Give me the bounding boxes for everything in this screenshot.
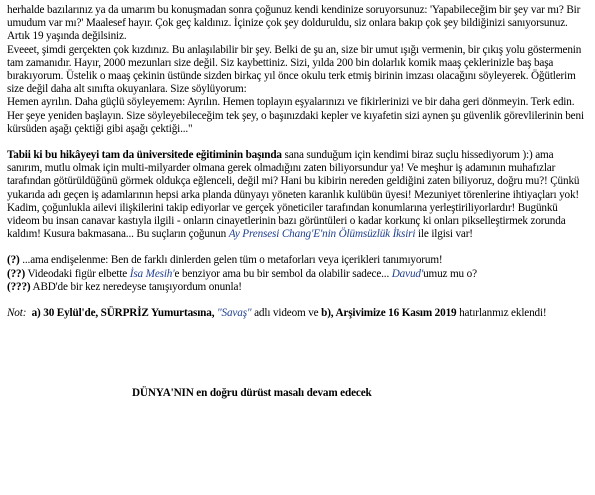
final-note-video-link[interactable]: "Savaş"	[217, 307, 252, 320]
paragraph-1: herhalde bazılarınız ya da umarım bu konuşmadan sonra çoğunuz kendi kendinize soruyorsunuz: 'Yapabileceğim bir şey var mı? Bir umudum var mı?' Maalesef hayır. Çok geç kaldınız. İçinize çok şey dolduruldu, siz onlara bakıp çok şey bildiğinizi sanıyorsunuz. Artık 19 yaşında değilsiniz.	[7, 4, 581, 43]
footer-line: DÜNYA'NIN en doğru dürüst masalı devam edecek	[132, 387, 372, 399]
final-note-bold-a: a) 30 Eylül'de, SÜRPRİZ Yumurtasına,	[31, 307, 217, 320]
document-body	[7, 4, 590, 320]
paragraph-4-text-a: sana sunduğum için kendimi biraz suçlu hissediyorum ):) ama sanırım, mutlu olmak için multi-milyarder olmana gerek olmadığını zaten biliyorsundur ya! Ve meşhur iş adamının muhafızlar tarafından götürüldüğünü görmek oldukça eğlenceli, değil mi? Hani bu kibirin nereden geldiğini zaten biliyoruz, doğru mu?! Çünkü yukarıda adı geçen iş adamlarının hepsi arka planda dünyayı yöneten karanlık kulübün üyesi! Mezuniyet törenlerine ihtiyaçları yok! Kadim, çoğunlukla ailevi ilişkilerini takip ediyorlar ve gerçek yöneticiler tarafından konumlarına yerleştiriliyorlardır! Bugünkü videom bu insan canavar kastıyla ilgili - onların cinayetlerinin bazı görüntüleri o kadar korkunç ki onları pikselleştirmek zorunda kaldım! Kusura bakmasana... Bu suçların çoğunun	[7, 149, 580, 241]
note-2	[7, 268, 590, 281]
note-3-mark: (???)	[7, 280, 31, 293]
final-note-end: hatırlanmız eklendi!	[456, 307, 547, 320]
note-2-italic-2[interactable]: Davud'	[391, 267, 424, 280]
final-note-label: Not:	[7, 307, 27, 320]
paragraph-4	[7, 149, 590, 241]
paragraph-4-text-b: ile ilgisi var!	[415, 228, 473, 241]
final-note-bold-b: b), Arşivimize 16 Kasım 2019	[321, 307, 457, 320]
note-1-text: ...ama endişelenme: Ben de farklı dinlerden gelen tüm o metaforları veya içerikleri tanımıyorum!	[19, 254, 443, 267]
note-3-text: ABD'de bir kez neredeyse tanışıyordum onunla!	[30, 280, 242, 293]
note-2-mark: (??)	[7, 267, 26, 280]
paragraph-2: Eveeet, şimdi gerçekten çok kızdınız. Bu anlaşılabilir bir şey. Belki de şu an, size bir umut ışığı vermenin, bir çıkış yolu göstermenin tam zamanıdır. Hayır, 2000 mezunları size değil. Siz kaybettiniz. Sizi, yılda 200 bin dolarlık komik maaş çeklerinizle baş başa bırakıyorum. Üstelik o maaş çekinin üstünde sizden birkaç yıl önce okulu terk etmiş birinin imzası olacağını söyleyerek. Öğütlerim size değil daha alt sınıfta okuyanlara. Size söylüyorum:	[7, 43, 582, 96]
italic-title-link[interactable]: Ay Prensesi Chang'E'nin Ölümsüzlük İksiri	[228, 228, 416, 241]
bold-intro: Tabii ki bu hikâyeyi tam da üniversitede eğitiminin başında	[7, 149, 282, 162]
final-note	[7, 307, 590, 320]
note-1	[7, 254, 590, 267]
note-2-tail: umuz mu o?	[423, 267, 477, 280]
note-3	[7, 281, 590, 294]
paragraph-3: Hemen ayrılın. Daha güçlü söyleyemem: Ayrılın. Hemen toplayın eşyalarınızı ve fikirlerinizi ve bir daha geri dönmeyin. Terk edin. Her şeye yeniden başlayın. Size söyleyebileceğim tek şey, o başınızdaki kepler ve kıyafetin sizi aynen şu güvenlik görevlilerinin beni kürsüden aşağı çektiği gibi aşağı çektiği..."	[7, 96, 584, 135]
note-1-mark: (?)	[7, 254, 20, 267]
final-note-mid: adlı videom ve	[251, 307, 322, 320]
note-2-post: e benziyor ama bu bir sembol da olabilir sadece...	[174, 267, 392, 280]
note-2-italic[interactable]: İsa Mesih'	[129, 267, 175, 280]
note-2-text: Videodaki figür elbette	[25, 267, 130, 280]
